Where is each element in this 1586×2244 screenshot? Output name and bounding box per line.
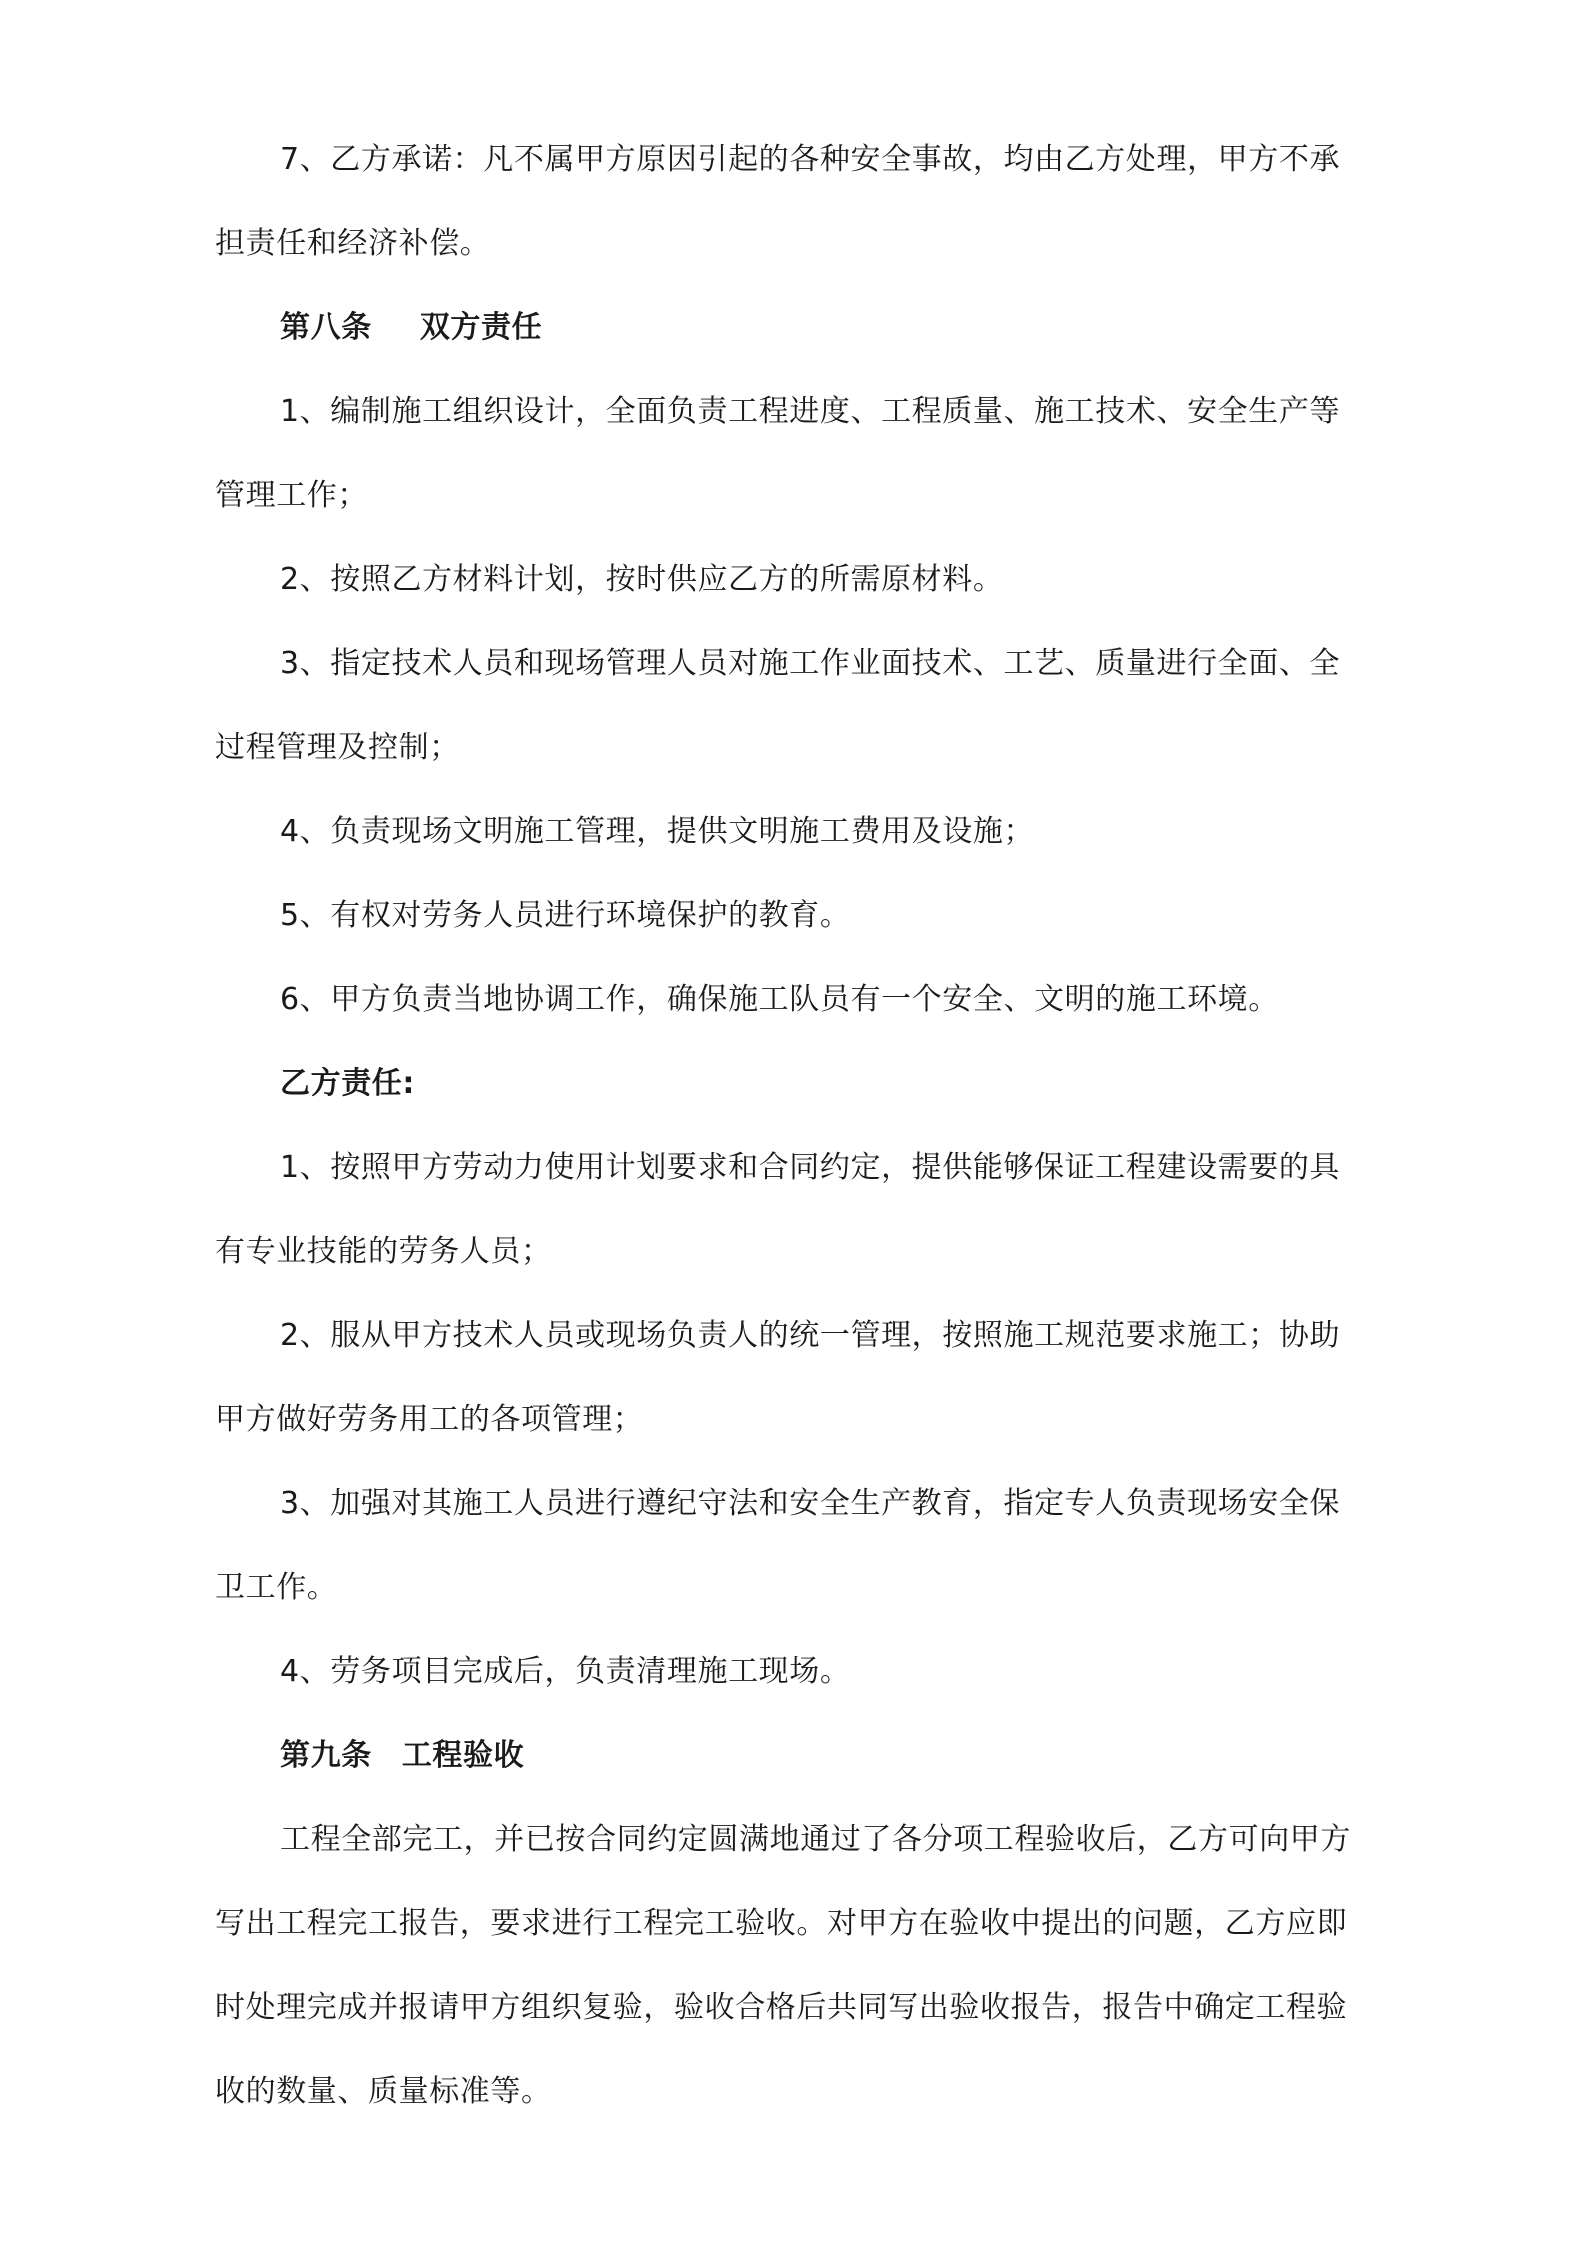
paragraph-line: 4、负责现场文明施工管理，提供文明施工费用及设施； <box>280 814 1035 849</box>
party-b-heading: 乙方责任: <box>280 1066 415 1101</box>
paragraph-line: 2、服从甲方技术人员或现场负责人的统一管理，按照施工规范要求施工；协助 <box>280 1318 1341 1353</box>
paragraph-line: 工程全部完工，并已按合同约定圆满地通过了各分项工程验收后，乙方可向甲方 <box>280 1822 1351 1857</box>
paragraph-line: 7、乙方承诺：凡不属甲方原因引起的各种安全事故，均由乙方处理，甲方不承 <box>280 142 1341 177</box>
article-9-heading <box>280 1734 524 1778</box>
article-9-title: 工程验收 <box>401 1738 525 1773</box>
paragraph-line: 卫工作。 <box>215 1570 338 1605</box>
paragraph-line: 6、甲方负责当地协调工作，确保施工队员有一个安全、文明的施工环境。 <box>280 982 1279 1017</box>
article-8-title: 双方责任 <box>419 310 543 345</box>
paragraph-line: 写出工程完工报告，要求进行工程完工验收。对甲方在验收中提出的问题，乙方应即 <box>215 1906 1348 1941</box>
paragraph-line: 3、加强对其施工人员进行遵纪守法和安全生产教育，指定专人负责现场安全保 <box>280 1486 1341 1521</box>
article-8-number: 第八条 <box>280 310 372 345</box>
paragraph-line: 1、按照甲方劳动力使用计划要求和合同约定，提供能够保证工程建设需要的具 <box>280 1150 1341 1185</box>
paragraph-line: 收的数量、质量标准等。 <box>215 2074 552 2109</box>
paragraph-line: 过程管理及控制； <box>215 730 460 765</box>
paragraph-line: 4、劳务项目完成后，负责清理施工现场。 <box>280 1654 851 1689</box>
paragraph-line: 3、指定技术人员和现场管理人员对施工作业面技术、工艺、质量进行全面、全 <box>280 646 1341 681</box>
paragraph-line: 5、有权对劳务人员进行环境保护的教育。 <box>280 898 851 933</box>
paragraph-line: 管理工作； <box>215 478 368 513</box>
paragraph-line: 担责任和经济补偿。 <box>215 226 491 261</box>
paragraph-line: 时处理完成并报请甲方组织复验，验收合格后共同写出验收报告，报告中确定工程验 <box>215 1990 1348 2025</box>
article-9-number: 第九条 <box>280 1738 372 1773</box>
article-8-heading <box>280 306 542 350</box>
paragraph-line: 1、编制施工组织设计，全面负责工程进度、工程质量、施工技术、安全生产等 <box>280 394 1341 429</box>
paragraph-line: 2、按照乙方材料计划，按时供应乙方的所需原材料。 <box>280 562 1004 597</box>
paragraph-line: 有专业技能的劳务人员； <box>215 1234 552 1269</box>
paragraph-line: 甲方做好劳务用工的各项管理； <box>215 1402 644 1437</box>
